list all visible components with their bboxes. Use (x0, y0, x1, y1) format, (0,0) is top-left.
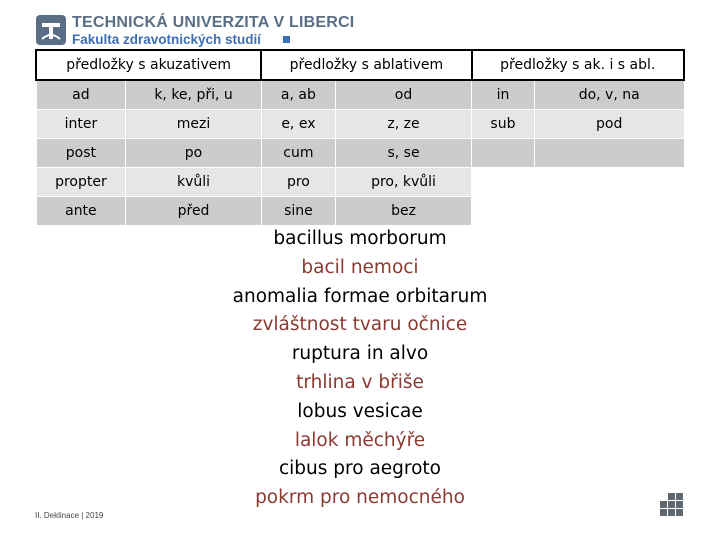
table-cell (472, 197, 535, 226)
table-cell: propter (36, 168, 126, 197)
table-cell: post (36, 139, 126, 168)
tul-logo-icon (36, 15, 66, 45)
table-row (36, 110, 684, 139)
table-cell: bez (336, 197, 472, 226)
table-row (36, 80, 684, 110)
table-cell: kvůli (126, 168, 262, 197)
table-cell: z, ze (336, 110, 472, 139)
latin-phrase: anomalia formae orbitarum (232, 285, 488, 307)
university-logo (36, 13, 355, 49)
logo-accent-square (283, 36, 290, 43)
latin-phrase: bacillus morborum (273, 228, 447, 249)
faculty-name: Fakulta zdravotnických studií (72, 32, 262, 47)
table-row (36, 197, 684, 226)
czech-translation: bacil nemoci (301, 256, 419, 278)
prepositions-table (35, 49, 685, 226)
corner-grid-icon (660, 493, 684, 517)
phrase-list (190, 225, 530, 513)
table-row (36, 168, 684, 197)
footer-text: II. Deklinace | 2019 (35, 511, 104, 520)
table-cell: do, v, na (534, 80, 684, 110)
table-cell: mezi (126, 110, 262, 139)
table-cell: pod (534, 110, 684, 139)
header-ablative: předložky s ablativem (261, 50, 471, 80)
table-cell: s, se (336, 139, 472, 168)
table-cell: k, ke, při, u (126, 80, 262, 110)
table-cell (472, 139, 535, 168)
table-cell: inter (36, 110, 126, 139)
table-cell: před (126, 197, 262, 226)
table-cell (534, 168, 684, 197)
table-cell: sub (472, 110, 535, 139)
university-name: TECHNICKÁ UNIVERZITA V LIBERCI (72, 14, 355, 31)
table-cell: pro, kvůli (336, 168, 472, 197)
table-cell: od (336, 80, 472, 110)
table-cell: e, ex (261, 110, 335, 139)
table-cell (534, 197, 684, 226)
table-row (36, 139, 684, 168)
czech-translation: trhlina v břiše (296, 371, 424, 393)
table-header-row (36, 50, 684, 80)
table-cell: pro (261, 168, 335, 197)
czech-translation: lalok měchýře (294, 429, 426, 451)
table-cell: po (126, 139, 262, 168)
czech-translation: zvláštnost tvaru očnice (252, 314, 468, 336)
table-cell: ad (36, 80, 126, 110)
header-accusative: předložky s akuzativem (36, 50, 261, 80)
table-cell: a, ab (261, 80, 335, 110)
table-cell (472, 168, 535, 197)
header-both: předložky s ak. i s abl. (472, 50, 684, 80)
latin-phrase: ruptura in alvo (291, 343, 429, 365)
latin-phrase: lobus vesicae (297, 400, 423, 422)
czech-translation: pokrm pro nemocného (255, 487, 465, 509)
table-cell (534, 139, 684, 168)
table-cell: sine (261, 197, 335, 226)
table-cell: cum (261, 139, 335, 168)
latin-phrase: cibus pro aegroto (279, 458, 441, 480)
table-cell: in (472, 80, 535, 110)
table-cell: ante (36, 197, 126, 226)
